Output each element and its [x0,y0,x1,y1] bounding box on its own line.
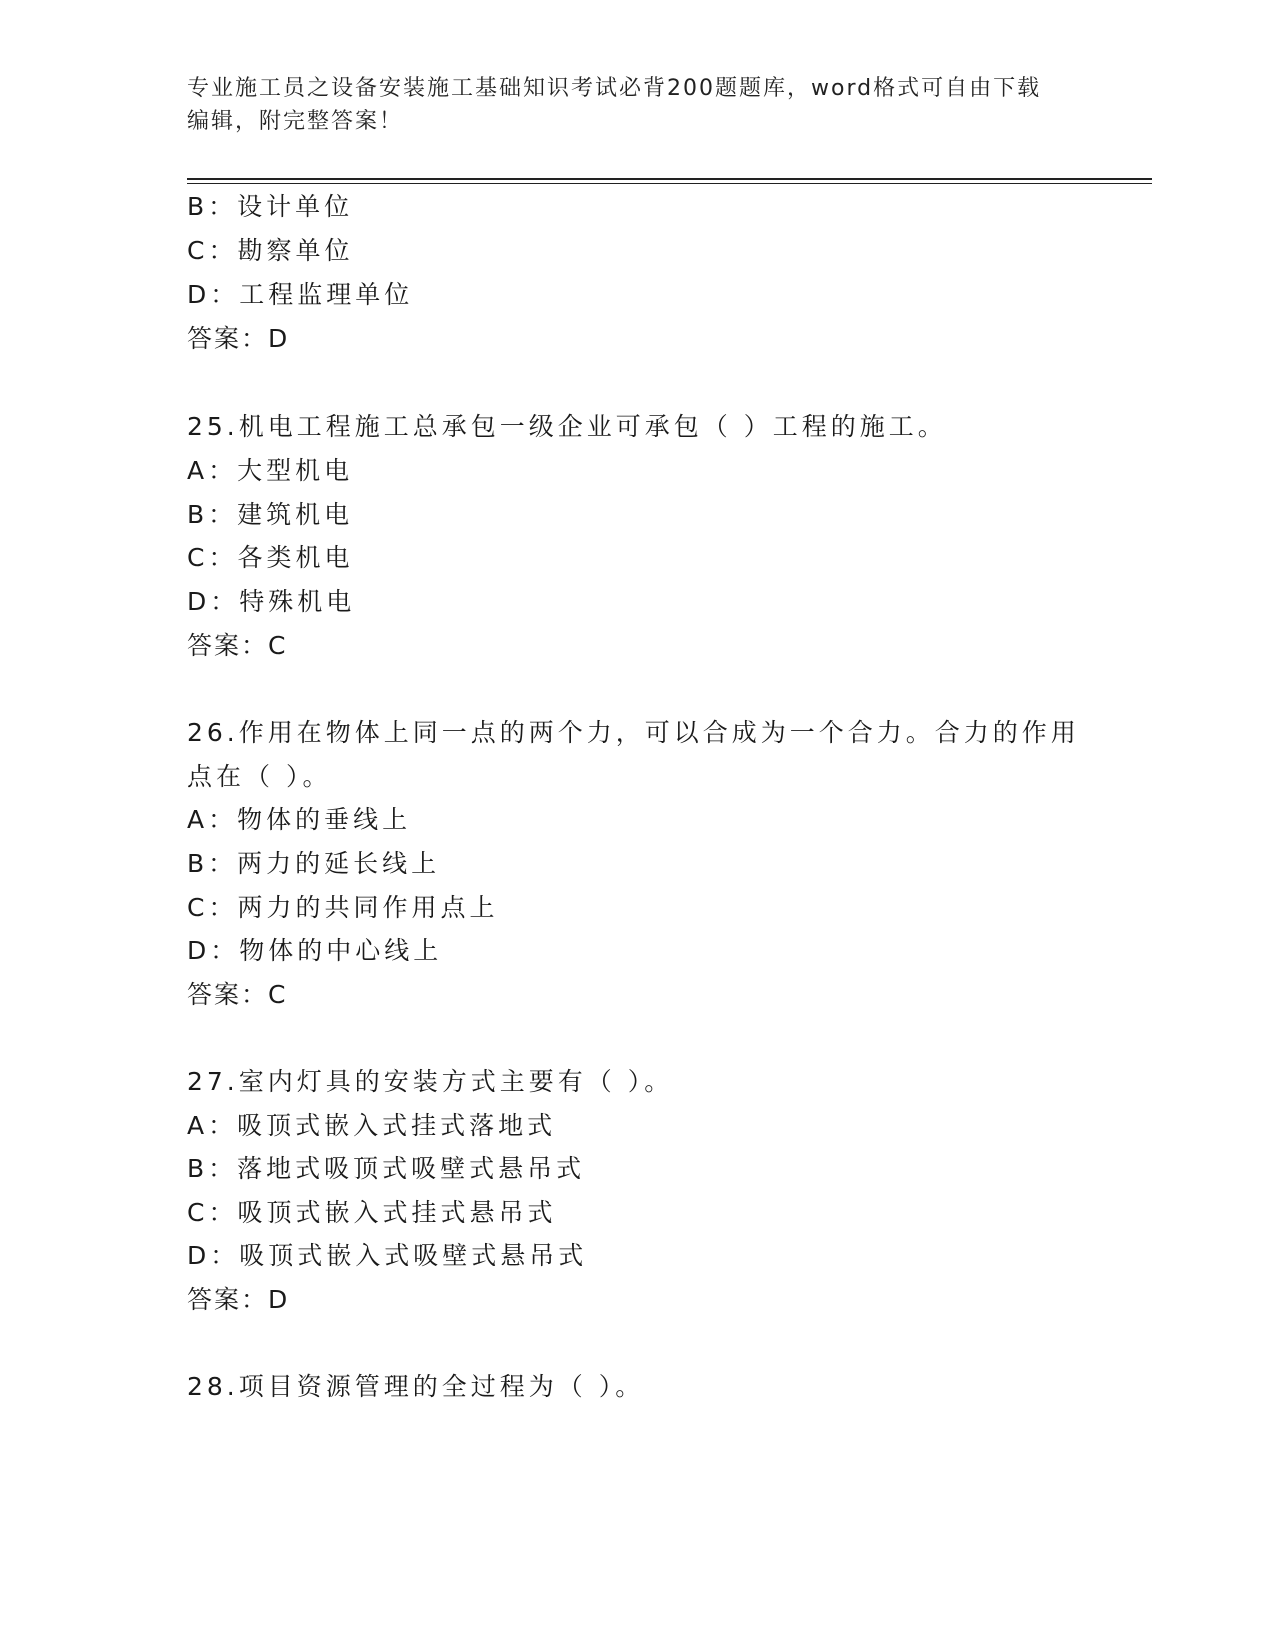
q24-answer: 答案：D [187,324,290,353]
q24-option-c: C：勘察单位 [187,236,354,265]
q24-option-d: D：工程监理单位 [187,280,414,309]
q27-option-a: A：吸顶式嵌入式挂式落地式 [187,1111,557,1140]
q25-option-c: C：各类机电 [187,543,354,572]
q26-answer: 答案：C [187,980,288,1009]
q26-option-b: B：两力的延长线上 [187,849,441,878]
header-divider-thin [187,183,1152,184]
q27-option-d: D：吸顶式嵌入式吸壁式悬吊式 [187,1241,588,1270]
q25-option-b: B：建筑机电 [187,500,354,529]
q26-stem-line-2: 点在（ ）。 [187,762,332,791]
q26-option-d: D：物体的中心线上 [187,936,443,965]
q26-option-c: C：两力的共同作用点上 [187,893,499,922]
q25-stem: 25.机电工程施工总承包一级企业可承包（ ）工程的施工。 [187,412,947,441]
q27-option-b: B：落地式吸顶式吸壁式悬吊式 [187,1154,586,1183]
q25-option-d: D：特殊机电 [187,587,356,616]
q25-answer: 答案：C [187,631,288,660]
q24-option-b: B：设计单位 [187,192,354,221]
q26-stem-line-1: 26.作用在物体上同一点的两个力，可以合成为一个合力。合力的作用 [187,718,1080,747]
q28-stem: 28.项目资源管理的全过程为（ ）。 [187,1372,645,1401]
q27-option-c: C：吸顶式嵌入式挂式悬吊式 [187,1198,557,1227]
q25-option-a: A：大型机电 [187,456,354,485]
q26-option-a: A：物体的垂线上 [187,805,412,834]
q27-stem: 27.室内灯具的安装方式主要有（ ）。 [187,1067,674,1096]
header-title-line-2: 编辑，附完整答案！ [187,109,404,134]
q27-answer: 答案：D [187,1285,290,1314]
header-title-line-1: 专业施工员之设备安装施工基础知识考试必背200题题库，word格式可自由下载 [187,76,1042,101]
header-divider-thick [187,178,1152,180]
document-header [187,72,1067,138]
